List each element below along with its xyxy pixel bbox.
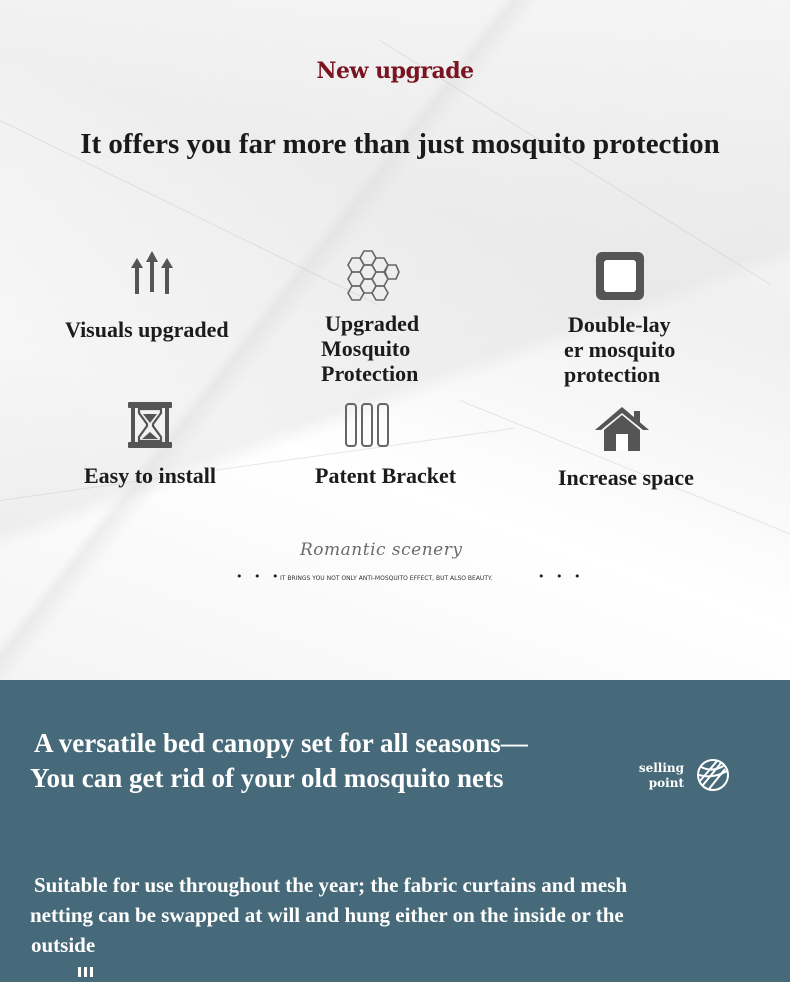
feature-label: Easy to install (84, 463, 217, 488)
decorative-bars (78, 962, 96, 981)
feature-label: Increase space (558, 465, 694, 490)
new-upgrade-title: New upgrade (316, 58, 474, 84)
description-line2: netting can be swapped at will and hung either on the inside or the (30, 903, 624, 927)
description (30, 870, 750, 960)
selling-point-label (636, 761, 684, 791)
heading-line2: You can get rid of your old mosquito nets (30, 763, 504, 793)
dots-right: • • • (538, 570, 585, 583)
hexagon-mesh-icon (344, 248, 400, 306)
bracket-bars-icon (344, 402, 390, 448)
page-headline: It offers you far more than just mosquito protection (80, 128, 720, 160)
arrows-up-icon (130, 250, 176, 296)
description-line1: Suitable for use throughout the year; the fabric curtains and mesh (34, 873, 628, 897)
feature-label-line1: Double-lay (568, 312, 671, 337)
script-title: Romantic scenery (300, 540, 463, 560)
house-icon (594, 406, 650, 452)
feature-label-line1: Upgraded (325, 311, 420, 336)
feature-label: Visuals upgraded (65, 317, 229, 342)
heading-line1: A versatile bed canopy set for all seasons— (34, 728, 528, 758)
yarn-ball-icon (695, 757, 731, 793)
tagline: IT BRINGS YOU NOT ONLY ANTI-MOSQUITO EFFECT, BUT ALSO BEAUTY. (280, 575, 493, 582)
feature-label-line2: er mosquito (564, 337, 676, 362)
feature-label-line3: protection (564, 362, 661, 387)
feature-label: Patent Bracket (315, 463, 457, 488)
double-square-icon (595, 251, 645, 301)
selling-word: selling (638, 761, 684, 775)
description-line3: outside (31, 933, 96, 957)
lower-panel (0, 680, 790, 982)
dots-left: • • • (236, 570, 283, 583)
feature-label-line3: Protection (321, 361, 419, 386)
point-word: point (648, 776, 684, 790)
hourglass-icon (128, 402, 172, 448)
feature-label-line2: Mosquito (321, 336, 411, 361)
